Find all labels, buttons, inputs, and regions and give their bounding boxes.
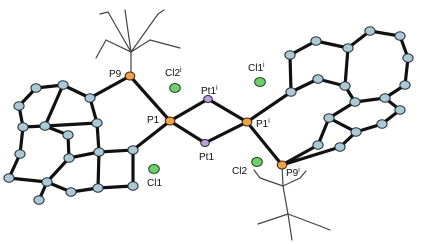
- atom-layer: [4, 27, 413, 205]
- atom-r9: [365, 27, 375, 36]
- atom-l11: [128, 146, 138, 155]
- atom-p9: [125, 72, 135, 80]
- isopropyl-bond-12: [283, 178, 300, 186]
- label-p9: P9: [109, 69, 122, 80]
- atom-r6: [400, 81, 410, 90]
- label-pt1: Pt1: [199, 152, 215, 163]
- bond-pt1i-p1i: [208, 99, 247, 122]
- atom-r16: [395, 106, 405, 115]
- bond-l7-l6: [45, 123, 97, 126]
- atom-cl2i: [170, 84, 181, 93]
- bond-pt1-p1i: [205, 122, 247, 143]
- bond-r10-r3: [345, 48, 348, 86]
- isopropyl-bond-9: [96, 40, 106, 58]
- atom-l3: [31, 84, 41, 93]
- bond-p1-pt1: [170, 121, 205, 143]
- atom-r8: [395, 32, 405, 41]
- label-cl1-i: Cl1$^i$: [248, 62, 265, 74]
- atom-l17: [4, 174, 14, 183]
- isopropyl-bond-17: [254, 170, 260, 178]
- isopropyl-wireframe-layer: [96, 10, 330, 240]
- atom-cl2: [252, 158, 263, 167]
- atom-r14: [351, 128, 361, 137]
- bond-r12-r1: [290, 55, 291, 92]
- isopropyl-bond-18: [300, 171, 306, 178]
- atom-r3: [340, 82, 350, 91]
- isopropyl-bond-15: [288, 214, 320, 226]
- atom-l10: [94, 148, 104, 157]
- isopropyl-bond-16: [288, 214, 292, 240]
- atom-r5: [380, 94, 390, 103]
- atom-l12: [128, 182, 138, 191]
- atom-r13: [324, 114, 334, 123]
- atom-r4: [350, 98, 360, 107]
- label-p1: P1: [147, 115, 160, 126]
- atom-l14: [66, 188, 76, 197]
- atom-cl1i: [255, 78, 266, 87]
- isopropyl-bond-7: [158, 10, 164, 14]
- isopropyl-bond-8: [150, 40, 180, 48]
- label-cl2-i: Cl2$^i$: [165, 67, 182, 79]
- bond-l6-l2: [45, 85, 63, 126]
- atom-r2: [313, 75, 323, 84]
- label-layer: [109, 62, 300, 189]
- isopropyl-bond-3: [131, 14, 158, 52]
- label-cl2: Cl2: [232, 166, 248, 177]
- atom-pt1: [201, 140, 210, 147]
- atom-l15: [42, 178, 52, 187]
- atom-l2: [58, 81, 68, 90]
- isopropyl-bond-6: [100, 12, 108, 14]
- bond-l13-l10: [98, 152, 99, 188]
- isopropyl-bond-11: [260, 178, 283, 186]
- atom-l5: [18, 123, 28, 132]
- atom-r18: [313, 141, 323, 150]
- atom-cl1: [149, 165, 160, 174]
- atom-p1: [165, 117, 175, 125]
- label-pt1-i: Pt1$^i$: [201, 85, 218, 97]
- atom-l8: [63, 131, 73, 140]
- label-p1-i: P1$^i$: [256, 118, 270, 130]
- isopropyl-bond-19: [320, 226, 330, 230]
- isopropyl-bond-13: [283, 186, 288, 214]
- atom-r7: [403, 54, 413, 63]
- atom-r12: [285, 51, 295, 60]
- atom-r10: [343, 44, 353, 53]
- atom-l7: [92, 119, 102, 128]
- atom-r15: [377, 120, 387, 129]
- bond-l17-l15: [9, 178, 47, 182]
- bond-p1-pt1i: [170, 99, 208, 121]
- atom-l16: [34, 196, 44, 205]
- bond-layer: [9, 31, 408, 200]
- atom-r1: [286, 88, 296, 97]
- atom-l18: [15, 150, 25, 159]
- label-cl1: Cl1: [147, 178, 163, 189]
- label-p9-i: P9$^i$: [286, 167, 300, 179]
- atom-p1i: [242, 118, 252, 126]
- atom-l4: [14, 102, 24, 111]
- atom-l13: [93, 184, 103, 193]
- isopropyl-bond-14: [258, 214, 288, 224]
- atom-r17: [335, 143, 345, 152]
- atom-l9: [64, 154, 74, 163]
- atom-r11: [311, 37, 321, 46]
- isopropyl-bond-4: [131, 40, 150, 52]
- atom-l1: [85, 94, 95, 103]
- atom-l6: [40, 122, 50, 131]
